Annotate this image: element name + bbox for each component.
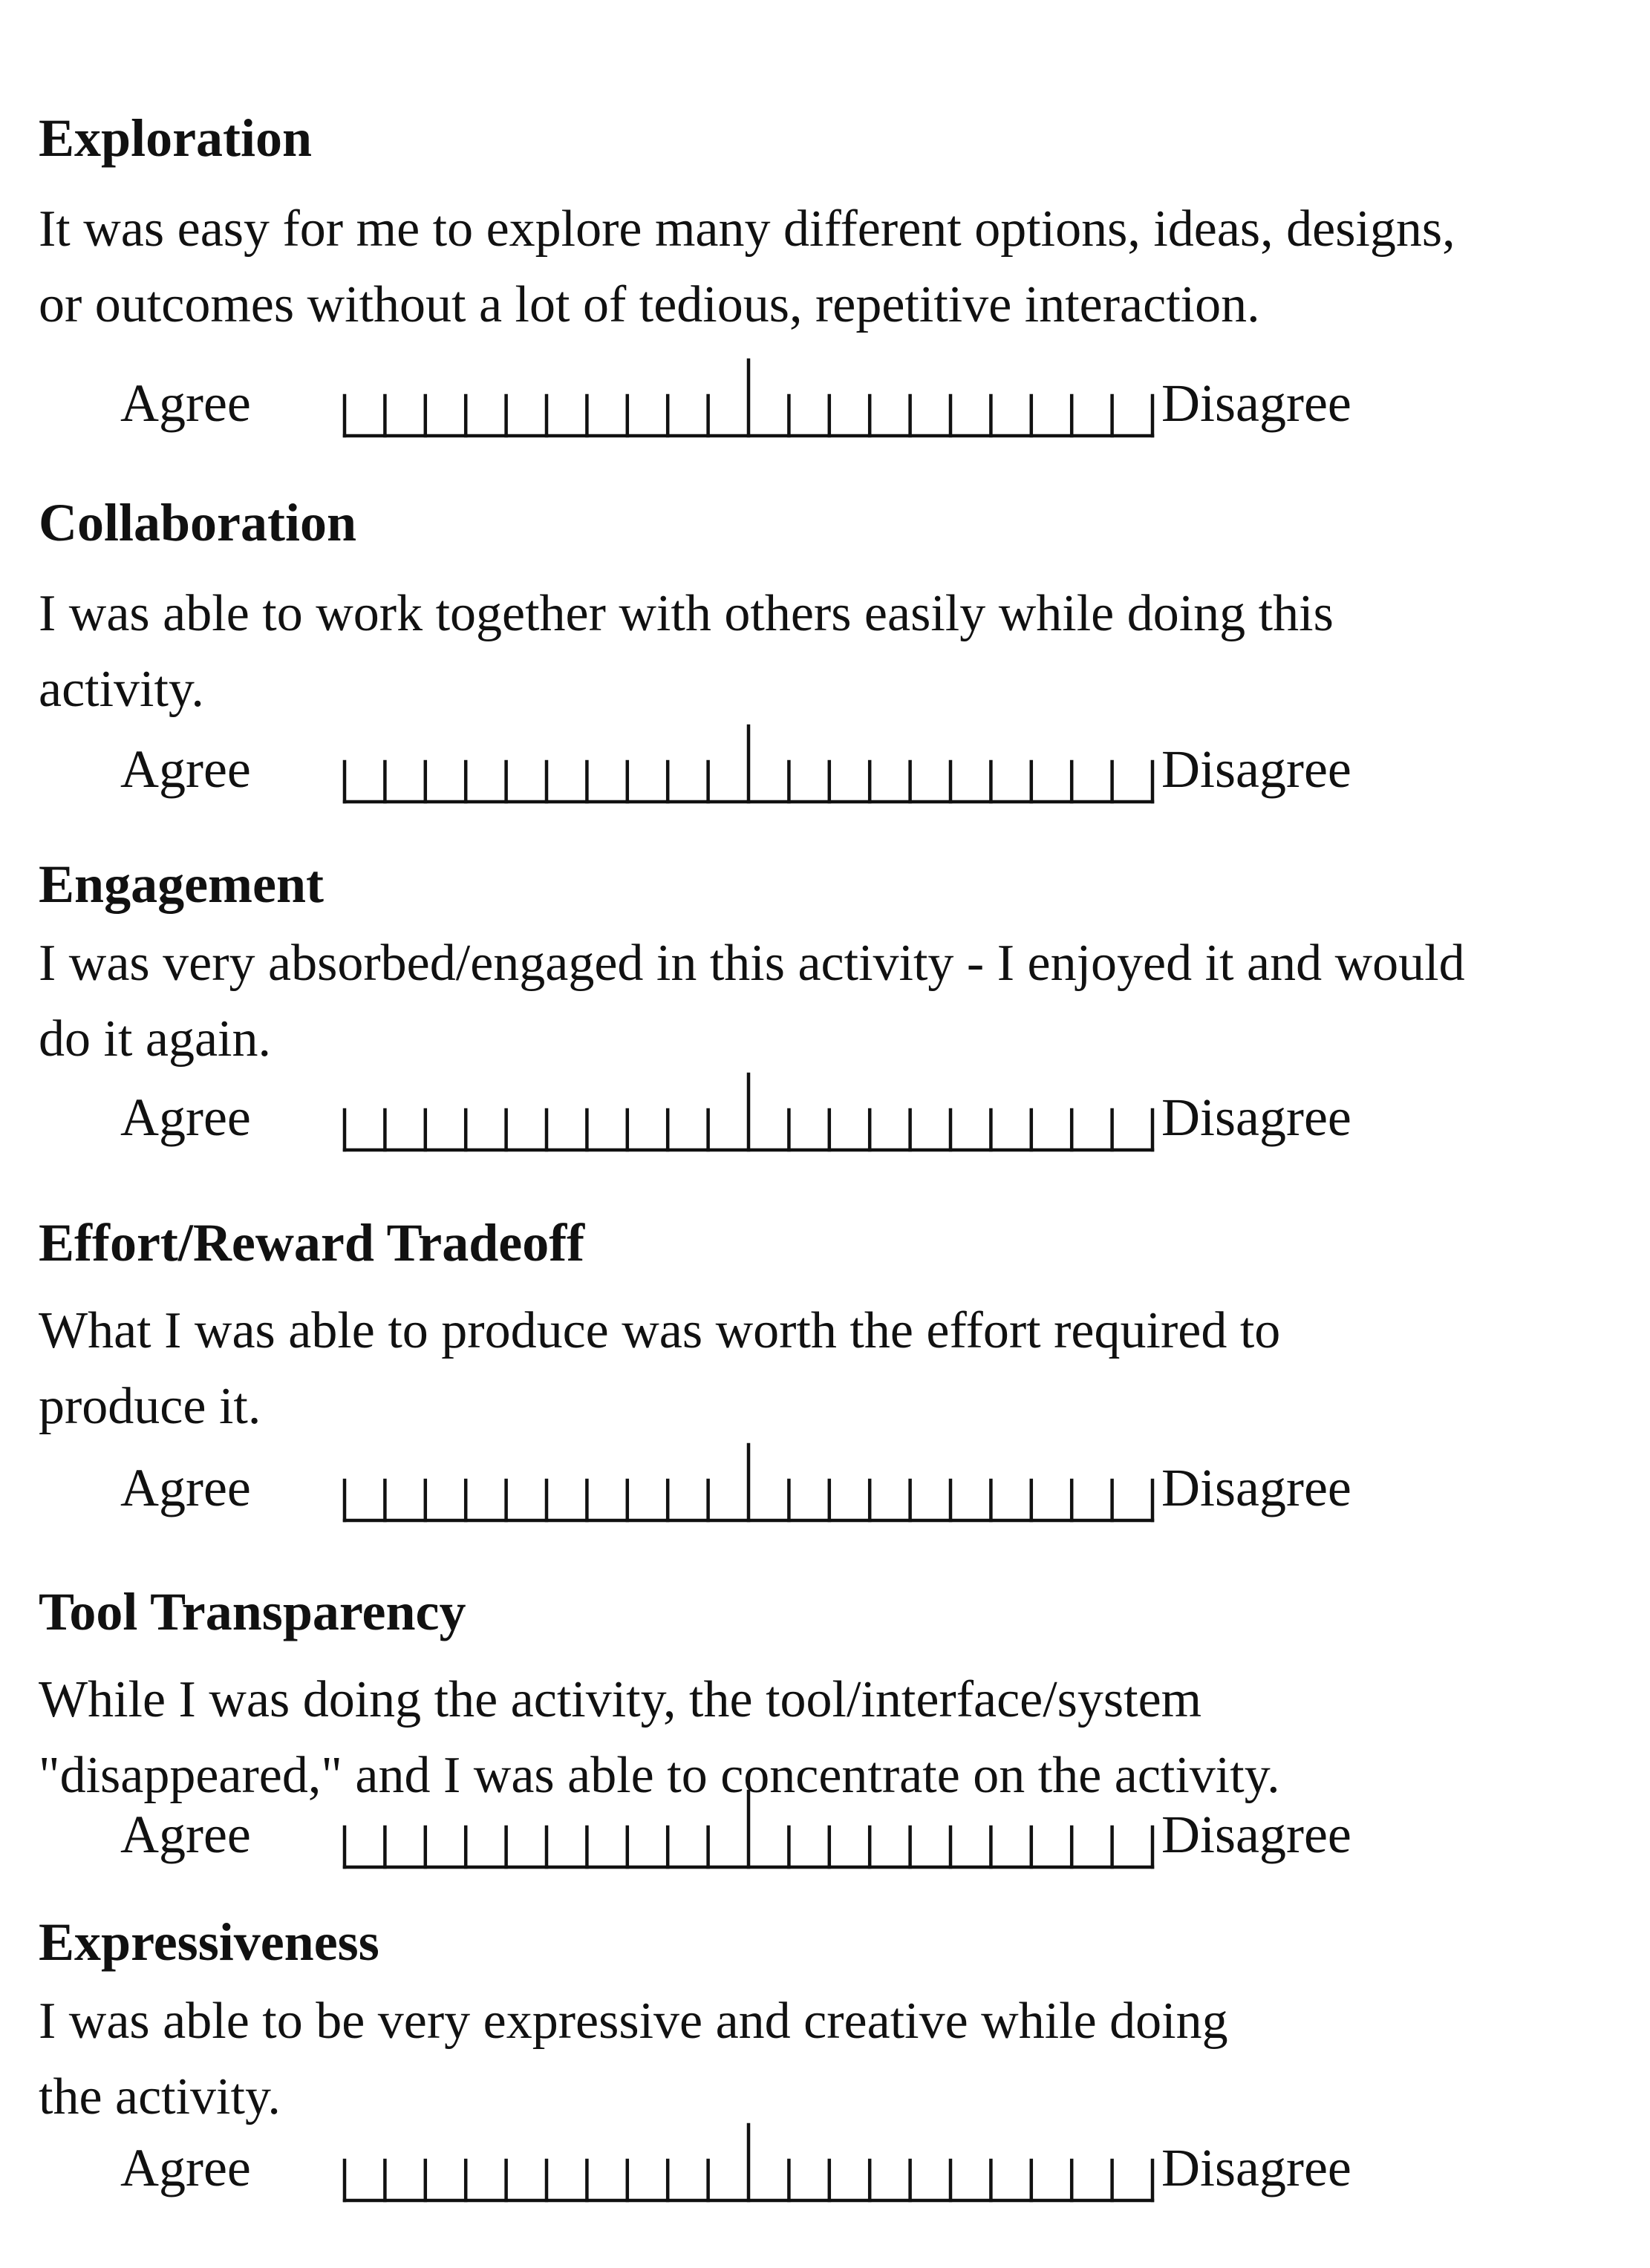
description-line: While I was doing the activity, the tool/interface/system	[39, 1671, 1202, 1728]
description-line: I was very absorbed/engaged in this activity - I enjoyed it and would	[39, 935, 1465, 992]
rating-scale-row	[39, 353, 1628, 442]
description-line: I was able to be very expressive and creative while doing	[39, 1993, 1228, 2050]
disagree-label: Disagree	[1161, 739, 1351, 799]
rating-scale-row	[39, 2117, 1628, 2206]
description-line: do it again.	[39, 1010, 271, 1068]
item-title: Collaboration	[39, 493, 357, 552]
agree-label: Agree	[120, 1805, 251, 1864]
disagree-label: Disagree	[1161, 1805, 1351, 1864]
disagree-label: Disagree	[1161, 1088, 1351, 1147]
item-description	[39, 1293, 1628, 1445]
item-description	[39, 576, 1628, 728]
rating-scale[interactable]	[299, 1784, 1182, 1873]
rating-scale-row	[39, 1784, 1628, 1873]
disagree-label: Disagree	[1161, 2138, 1351, 2197]
description-line: activity.	[39, 661, 204, 718]
item-description	[39, 926, 1628, 1077]
disagree-label: Disagree	[1161, 1458, 1351, 1517]
rating-scale-row	[39, 1437, 1628, 1526]
agree-label: Agree	[120, 373, 251, 433]
disagree-label: Disagree	[1161, 373, 1351, 433]
rating-scale-row	[39, 719, 1628, 808]
rating-scale[interactable]	[299, 1437, 1182, 1526]
agree-label: Agree	[120, 1088, 251, 1147]
agree-label: Agree	[120, 2138, 251, 2197]
description-line: "disappeared," and I was able to concentrate on the activity.	[39, 1747, 1280, 1804]
rating-scale[interactable]	[299, 1067, 1182, 1156]
description-line: or outcomes without a lot of tedious, repetitive interaction.	[39, 276, 1260, 333]
item-title: Engagement	[39, 854, 324, 914]
agree-label: Agree	[120, 739, 251, 799]
item-description	[39, 192, 1628, 343]
description-line: the activity.	[39, 2068, 281, 2125]
item-description	[39, 1984, 1628, 2135]
description-line: What I was able to produce was worth the effort required to	[39, 1302, 1281, 1359]
rating-scale[interactable]	[299, 719, 1182, 808]
rating-scale[interactable]	[299, 2117, 1182, 2206]
agree-label: Agree	[120, 1458, 251, 1517]
description-line: I was able to work together with others easily while doing this	[39, 585, 1334, 642]
description-line: It was easy for me to explore many different options, ideas, designs,	[39, 200, 1455, 258]
item-title: Tool Transparency	[39, 1582, 466, 1641]
item-title: Effort/Reward Tradeoff	[39, 1213, 585, 1272]
rating-scale-row	[39, 1067, 1628, 1156]
item-title: Expressiveness	[39, 1912, 379, 1972]
rating-scale[interactable]	[299, 353, 1182, 442]
item-title: Exploration	[39, 108, 313, 168]
description-line: produce it.	[39, 1378, 261, 1435]
